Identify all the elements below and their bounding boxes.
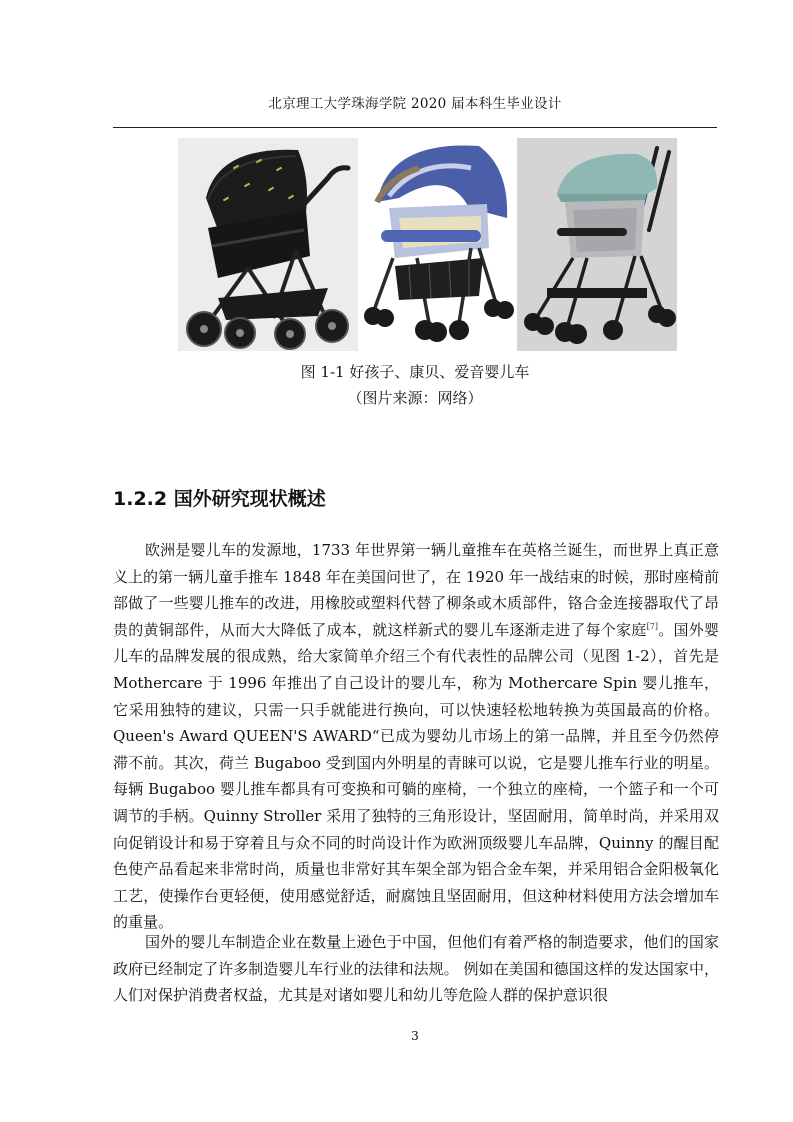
header-rule [113, 127, 717, 128]
citation-marker: [7] [646, 621, 658, 631]
stroller-photo-kangbei [359, 138, 515, 351]
body-paragraph-1 [113, 537, 719, 936]
figure-caption: 图 1-1 好孩子、康贝、爱音婴儿车 [300, 363, 530, 381]
section-heading: 1.2.2 国外研究现状概述 [113, 488, 326, 510]
stroller-photo-haohaizi [178, 138, 358, 351]
paragraph-text: 欧洲是婴儿车的发源地，1733 年世界第一辆儿童推车在英格兰诞生，而世界上真正意义上的第一辆儿童手推车 1848 年在美国问世了，在 1920 年一战结束的时候，那时座椅前部做了一些婴儿推车的改进，用橡胶或塑料代替了柳条或木质部件，铬合金连接器取代了昂贵的黄铜部件，从而大大降低了成本，就这样新式的婴儿车逐渐走进了每个家庭 [113, 541, 719, 639]
running-header: 北京理工大学珠海学院 2020 届本科生毕业设计 [268, 96, 562, 112]
page-number: 3 [411, 1029, 419, 1043]
paragraph-text: 。国外婴儿车的品牌发展的很成熟，给大家简单介绍三个有代表性的品牌公司（见图 1-2），首先是 Mothercare 于 1996 年推出了自己设计的婴儿车，称为 Mothercare Spin 婴儿推车，它采用独特的建议，只需一只手就能进行换向，可以快速轻松地转换为英国最高的价格。 Queen's Award QUEEN'S AWARD“已成为婴幼儿市场上的第一品牌，并且至今仍然停滞不前。其次，荷兰 Bugaboo 受到国内外明星的青睐可以说，它是婴儿推车行业的明星。每辆 Bugaboo 婴儿推车都具有可变换和可躺的座椅，一个独立的座椅，一个篮子和一个可调节的手柄。Quinny Stroller 采用了独特的三角形设计，坚固耐用，简单时尚，并采用双向促销设计和易于穿着且与众不同的时尚设计作为欧洲顶级婴儿车品牌，Quinny 的醒目配色使产品看起来非常时尚，质量也非常好其车架全部为铝合金车架，并采用铝合金阳极氧化工艺，使操作台更轻便，使用感觉舒适，耐腐蚀且坚固耐用，但这种材料使用方法会增加车的重量。 [113, 620, 719, 932]
body-paragraph-2: 国外的婴儿车制造企业在数量上逊色于中国，但他们有着严格的制造要求，他们的国家政府已经制定了许多制造婴儿车行业的法律和法规。 例如在美国和德国这样的发达国家中，人们对保护消费者权益，尤其是对诸如婴儿和幼儿等危险人群的保护意识很 [113, 933, 719, 1005]
stroller-photo-aiyin [517, 138, 677, 351]
figure-source: （图片来源：网络） [347, 389, 483, 407]
